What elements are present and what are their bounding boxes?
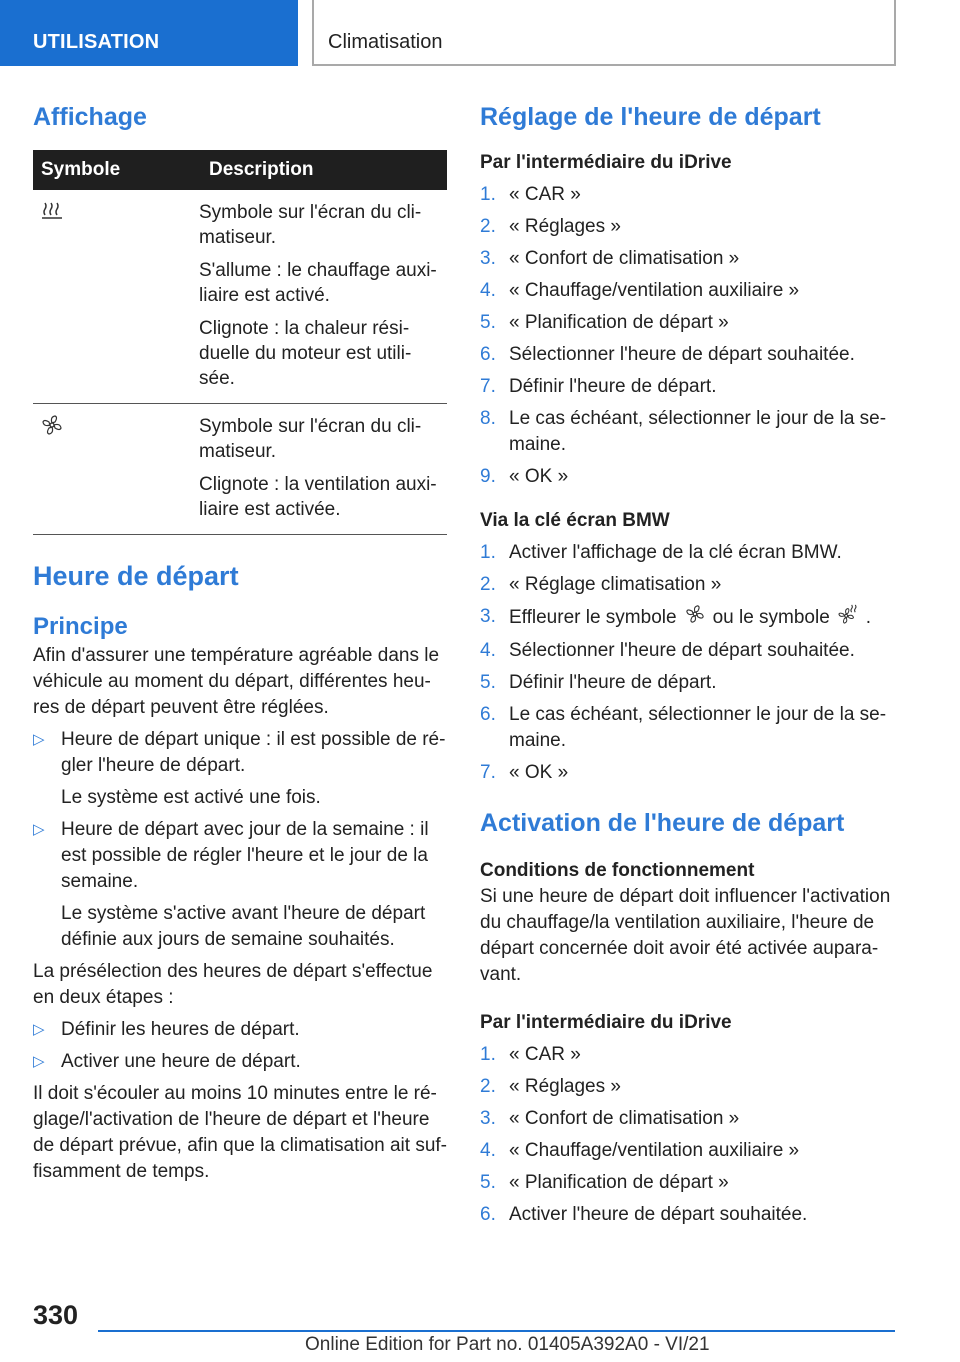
list-item-text: Définir les heures de départ. — [61, 1019, 300, 1040]
conditions-paragraph: Si une heure de départ doit influencer l'activation du chauffage/la ventilation auxiliaire, l'heure de départ concernée doit avoir été activée aupara-vant. — [480, 886, 891, 985]
list-item: 4. « Chauffage/ventilation auxiliaire » — [480, 1140, 800, 1161]
list-item: 7. « OK » — [480, 762, 569, 783]
setting-heading: Réglage de l'heure de départ — [480, 103, 821, 131]
list-item — [33, 1017, 447, 1043]
left-column — [33, 100, 447, 1185]
fan-heat-icon — [838, 604, 858, 632]
intro-paragraph: Afin d'assurer une température agréable dans le véhicule au moment du départ, différentes heu-res de départ peuvent être réglées. — [33, 645, 440, 718]
list-item: 3. « Confort de climatisation » — [480, 1108, 740, 1129]
triangle-bullet-icon: ▷ — [33, 1021, 45, 1038]
description-line: Clignote : la chaleur rési-duelle du moteur est utili-sée. — [199, 318, 412, 389]
list-item: 1. « CAR » — [480, 1044, 581, 1065]
list-item: 7. Définir l'heure de départ. — [480, 376, 717, 397]
list-item-text: Heure de départ unique : il est possible de ré-gler l'heure de départ. — [61, 729, 446, 776]
list-item: 6. Sélectionner l'heure de départ souhaitée. — [480, 344, 855, 365]
table-row — [33, 190, 447, 404]
list-item: 2. « Réglages » — [480, 216, 621, 237]
list-item-text: Heure de départ avec jour de la semaine : il est possible de régler l'heure et le jour de la semaine. — [61, 819, 429, 892]
list-item: 5. « Planification de départ » — [480, 312, 729, 333]
principle-heading: Principe — [33, 613, 128, 640]
triangle-bullet-icon: ▷ — [33, 731, 45, 748]
footer-divider — [98, 1330, 895, 1332]
list-item: 4. « Chauffage/ventilation auxiliaire » — [480, 280, 800, 301]
right-column — [480, 100, 900, 1228]
idrive-heading: Par l'intermédiaire du iDrive — [480, 152, 732, 173]
list-item: 2. « Réglages » — [480, 1076, 621, 1097]
list-item: 3. « Confort de climatisation » — [480, 248, 740, 269]
list-item: 9. « OK » — [480, 466, 569, 487]
heat-waves-icon — [41, 206, 63, 227]
symbol-table — [33, 150, 447, 535]
table-row — [33, 404, 447, 535]
description-line: Symbole sur l'écran du cli-matiseur. — [199, 416, 422, 462]
triangle-bullet-icon: ▷ — [33, 1053, 45, 1070]
list-item: 1. « CAR » — [480, 184, 581, 205]
list-item: 6. Activer l'heure de départ souhaitée. — [480, 1204, 808, 1225]
idrive-steps-list — [480, 182, 900, 490]
edition-note: Online Edition for Part no. 01405A392A0 - VI/21 — [305, 1334, 710, 1355]
description-line: S'allume : le chauffage auxi-liaire est activé. — [199, 260, 437, 306]
conditions-heading: Conditions de fonctionnement — [480, 860, 755, 881]
departure-types-list — [33, 727, 447, 953]
list-item: 6. Le cas échéant, sélectionner le jour de la se-maine. — [480, 704, 887, 751]
steps-list — [33, 1017, 447, 1075]
bmw-key-steps-list — [480, 540, 900, 786]
list-item — [33, 727, 447, 811]
description-line: Clignote : la ventilation auxi-liaire est activée. — [199, 474, 437, 520]
list-item — [33, 817, 447, 953]
activation-heading: Activation de l'heure de départ — [480, 809, 845, 837]
bmw-key-heading: Via la clé écran BMW — [480, 510, 670, 531]
list-item: 3. Effleurer le symbole ou le symbole . — [480, 604, 900, 632]
list-item: 5. Définir l'heure de départ. — [480, 672, 717, 693]
list-item: 1. Activer l'affichage de la clé écran BMW. — [480, 542, 842, 563]
fan-icon — [685, 604, 705, 632]
list-item: 5. « Planification de départ » — [480, 1172, 729, 1193]
col-description-header: Description — [199, 150, 447, 190]
list-item-subtext: Le système est activé une fois. — [61, 787, 321, 808]
page-number: 330 — [33, 1300, 79, 1330]
triangle-bullet-icon: ▷ — [33, 821, 45, 838]
description-line: Symbole sur l'écran du cli-matiseur. — [199, 202, 422, 248]
list-item-text: Activer une heure de départ. — [61, 1051, 301, 1072]
col-symbol-header: Symbole — [33, 150, 199, 190]
preselect-paragraph: La présélection des heures de départ s'effectue en deux étapes : — [33, 961, 433, 1008]
section-tab: UTILISATION — [0, 0, 298, 66]
note-paragraph: Il doit s'écouler au moins 10 minutes entre le ré-glage/l'activation de l'heure de départ et l'heure de départ prévue, afin que la climatisation ait suf-fisamment de temps. — [33, 1083, 448, 1182]
fan-icon — [41, 420, 63, 441]
list-item: 2. « Réglage climatisation » — [480, 574, 722, 595]
activation-steps-list — [480, 1042, 900, 1228]
chapter-title: Climatisation — [312, 0, 896, 66]
list-item — [33, 1049, 447, 1075]
list-item: 4. Sélectionner l'heure de départ souhaitée. — [480, 640, 855, 661]
list-item: 8. Le cas échéant, sélectionner le jour de la se-maine. — [480, 408, 887, 455]
list-item-subtext: Le système s'active avant l'heure de départ définie aux jours de semaine souhaités. — [61, 903, 426, 950]
idrive-heading: Par l'intermédiaire du iDrive — [480, 1012, 732, 1033]
departure-heading: Heure de départ — [33, 561, 239, 591]
display-heading: Affichage — [33, 103, 147, 131]
